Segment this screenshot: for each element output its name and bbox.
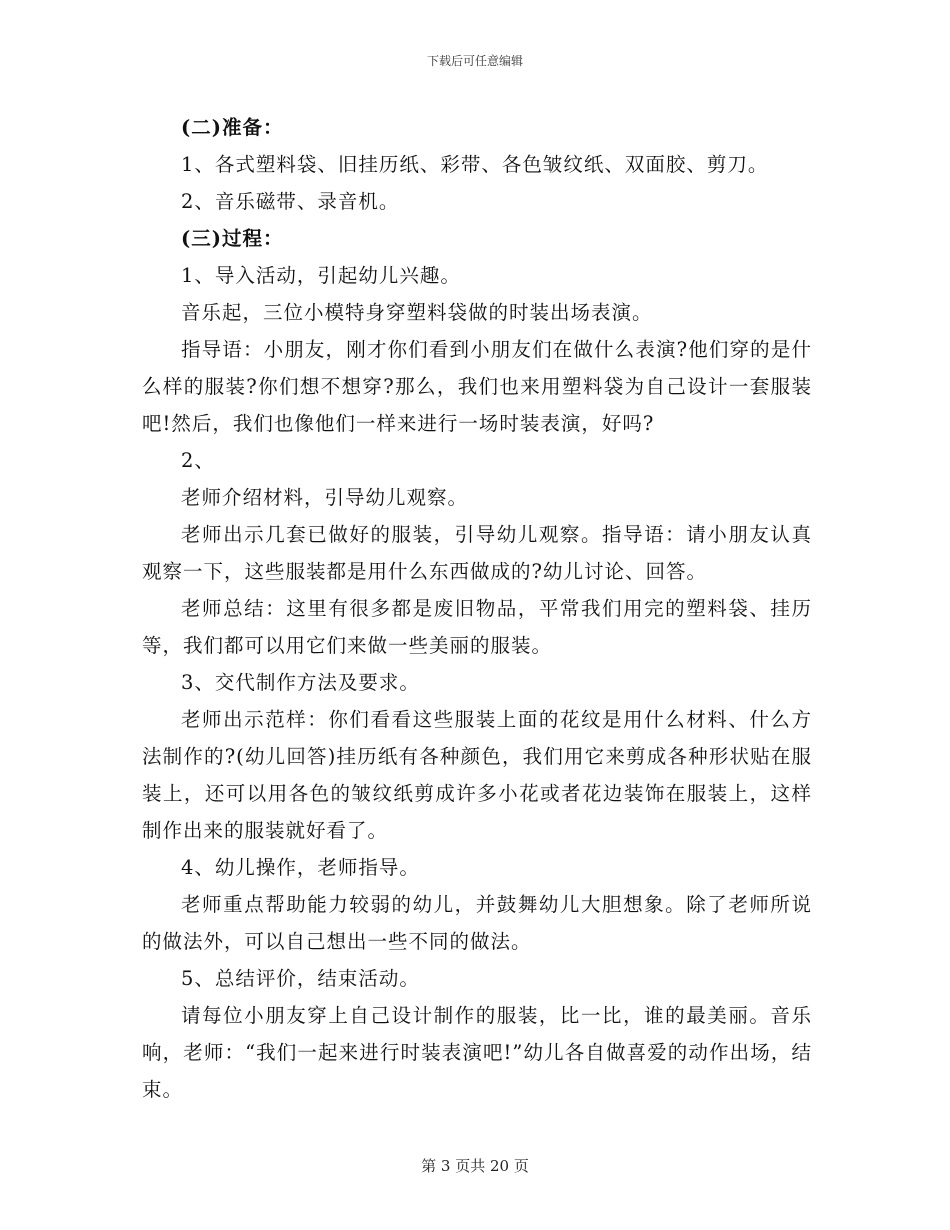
section-heading-preparation: (二)准备： [181, 116, 284, 139]
paragraph: 2、音乐磁带、录音机。 [181, 190, 400, 213]
paragraph: 3、交代制作方法及要求。 [181, 671, 420, 694]
paragraph: 1、导入活动，引起幼儿兴趣。 [181, 264, 461, 287]
paragraph: 音乐起，三位小模特身穿塑料袋做的时装出场表演。 [181, 301, 653, 324]
paragraph: 指导语：小朋友，刚才你们看到小朋友们在做什么表演?他们穿的是什么样的服装?你们想不想穿?那么，我们也来用塑料袋为自己设计一套服装吧!然后，我们也像他们一样来进行一场时装表演，好吗? [142, 338, 812, 435]
paragraph: 老师介绍材料，引导幼儿观察。 [181, 486, 469, 509]
page-header: 下载后可任意编辑 [426, 54, 523, 68]
page-footer: 第 3 页共 20 页 [421, 1157, 529, 1175]
paragraph: 4、幼儿操作，老师指导。 [181, 856, 420, 879]
paragraph: 老师总结：这里有很多都是废旧物品，平常我们用完的塑料袋、挂历等，我们都可以用它们来做一些美丽的服装。 [142, 597, 812, 657]
paragraph: 老师重点帮助能力较弱的幼儿，并鼓舞幼儿大胆想象。除了老师所说的做法外，可以自己想出一些不同的做法。 [142, 893, 812, 953]
paragraph: 老师出示几套已做好的服装，引导幼儿观察。指导语：请小朋友认真观察一下，这些服装都是用什么东西做成的?幼儿讨论、回答。 [142, 523, 812, 583]
section-heading-process: (三)过程： [181, 227, 284, 250]
paragraph: 2、 [181, 449, 215, 472]
paragraph: 5、总结评价，结束活动。 [181, 967, 420, 990]
paragraph: 老师出示范样：你们看看这些服装上面的花纹是用什么材料、什么方法制作的?(幼儿回答)挂历纸有各种颜色，我们用它来剪成各种形状贴在服装上，还可以用各色的皱纹纸剪成许多小花或者花边装饰在服装上，这样制作出来的服装就好看了。 [142, 708, 812, 842]
document-body [142, 109, 812, 1108]
paragraph: 1、各式塑料袋、旧挂历纸、彩带、各色皱纹纸、双面胶、剪刀。 [181, 153, 769, 176]
paragraph: 请每位小朋友穿上自己设计制作的服装，比一比，谁的最美丽。音乐响，老师：“我们一起来进行时装表演吧!”幼儿各自做喜爱的动作出场，结束。 [142, 1004, 812, 1101]
